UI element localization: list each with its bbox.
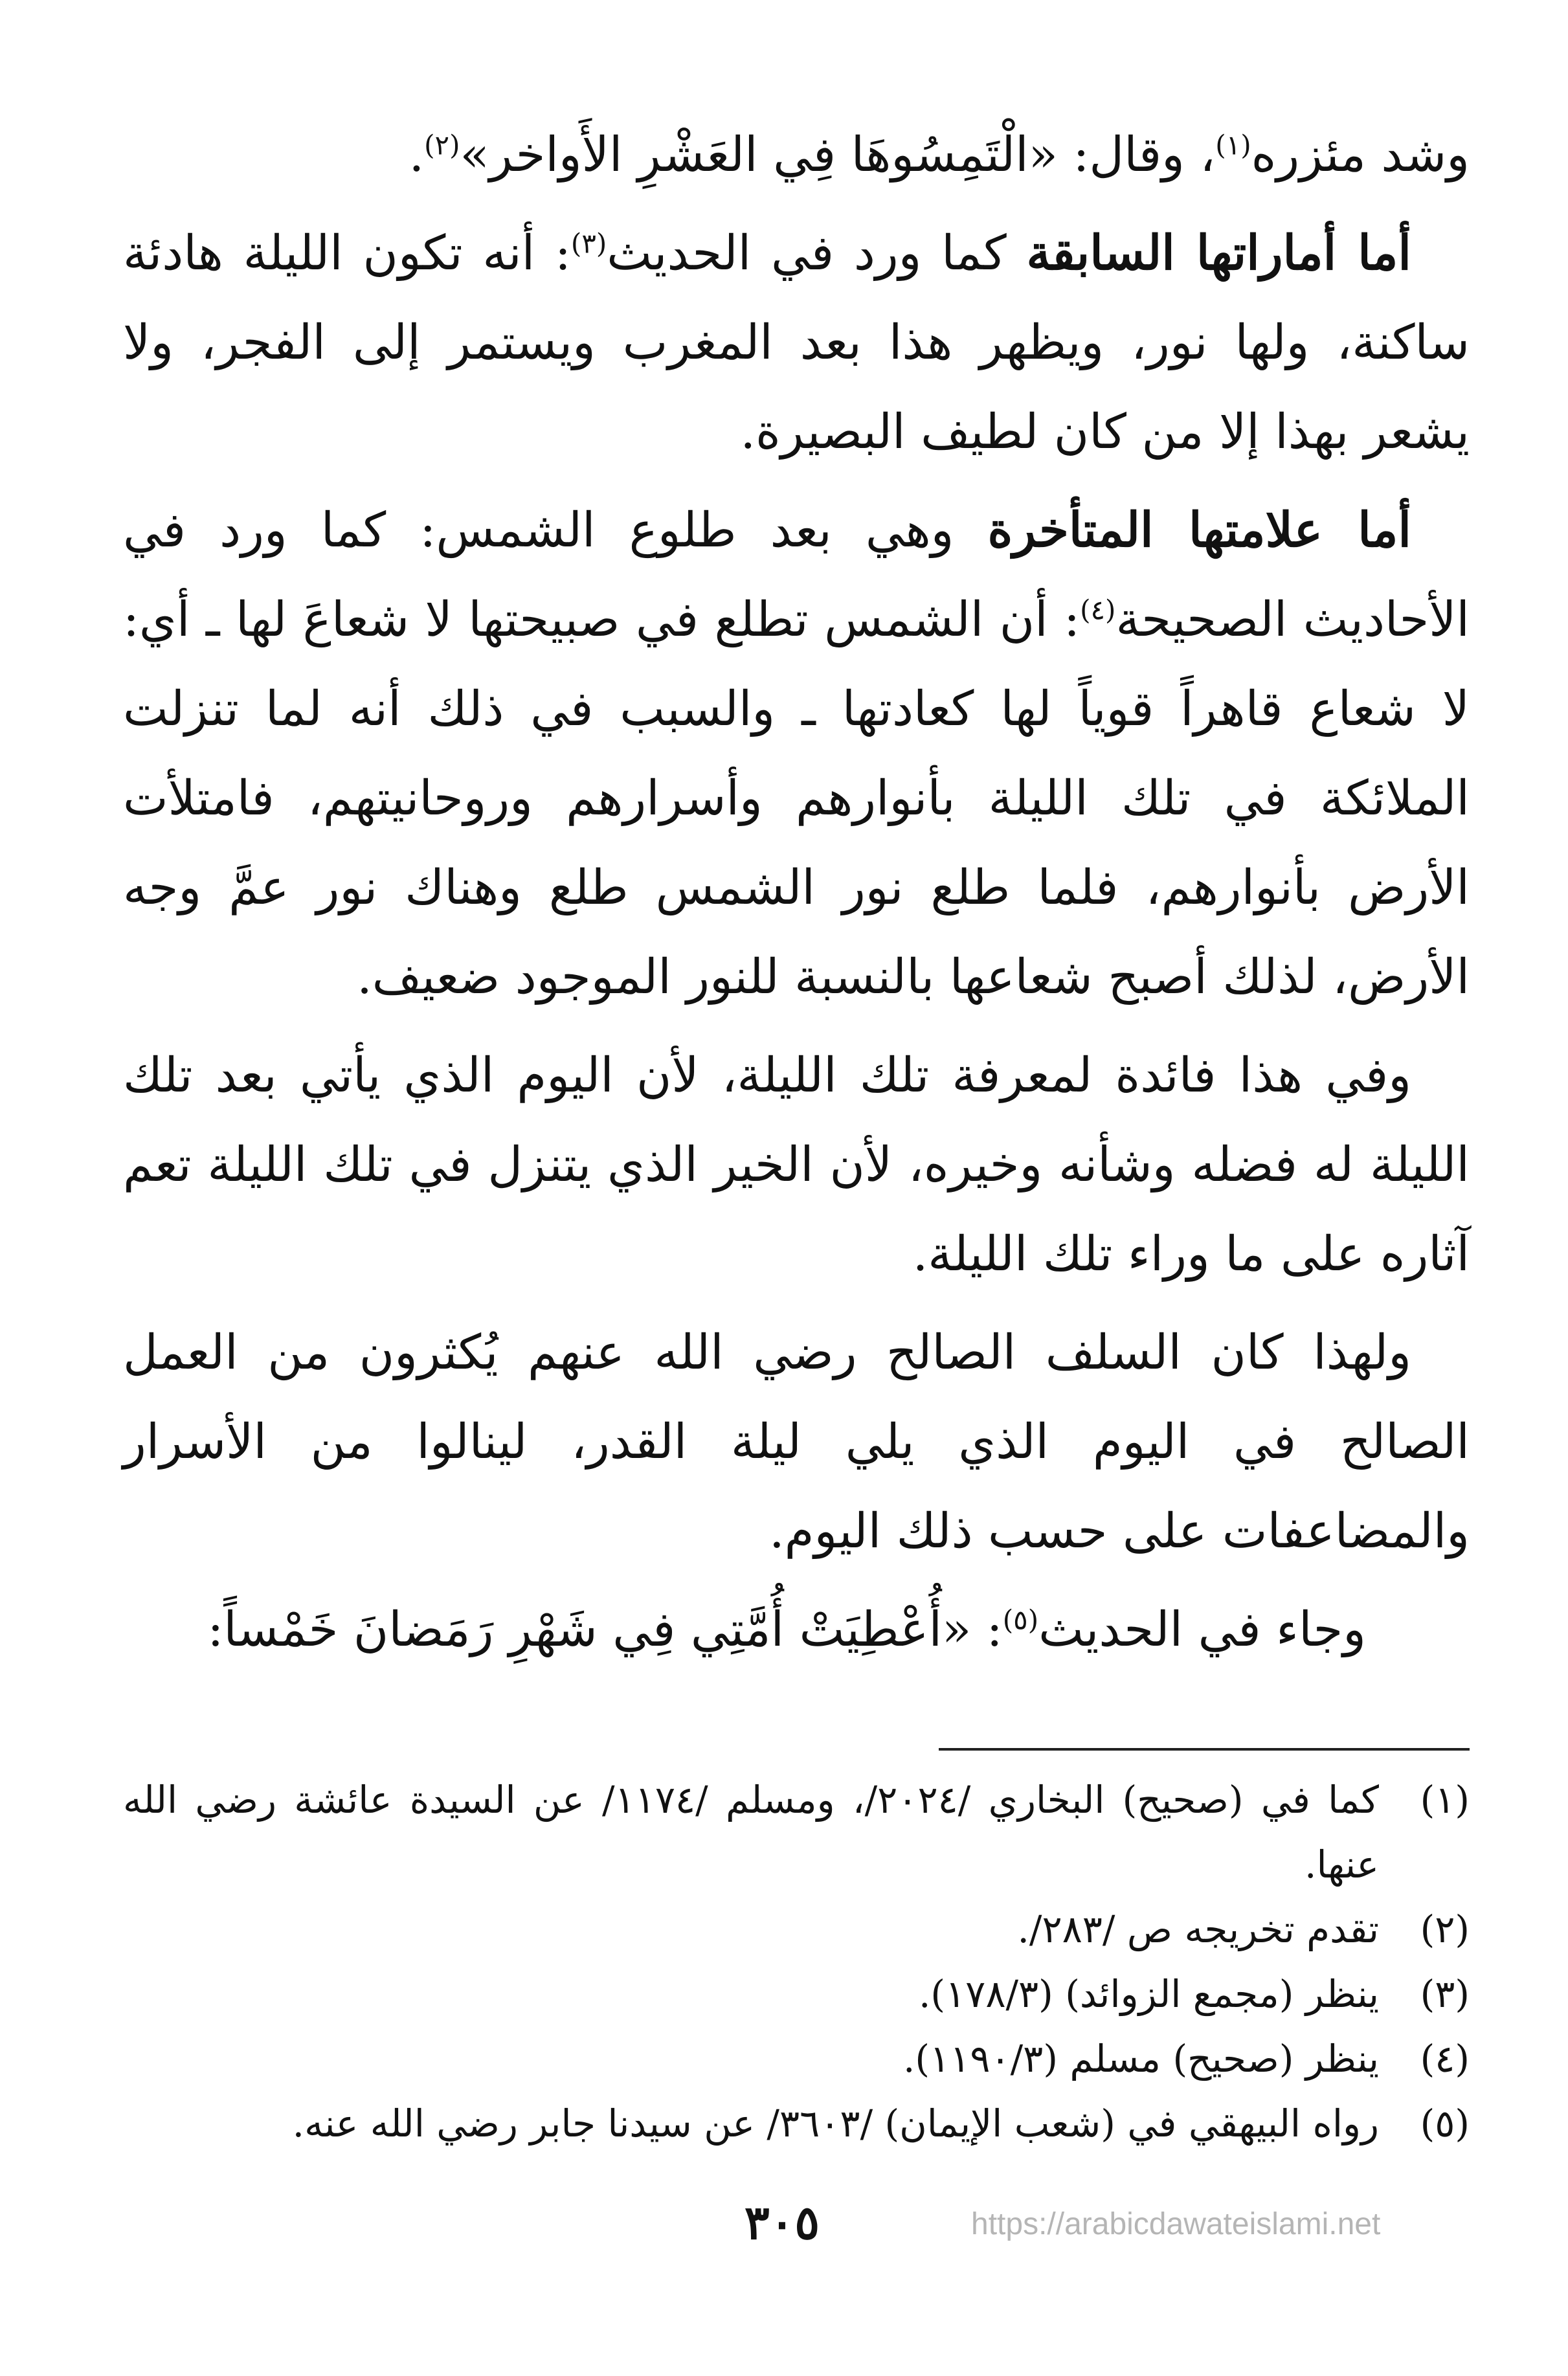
footnote-text: كما في (صحيح) البخاري /٢٠٢٤/، ومسلم /١١٧٤/ عن السيدة عائشة رضي الله عنها. bbox=[123, 1778, 1379, 1887]
paragraph-3 bbox=[123, 486, 1470, 1022]
paragraph-1 bbox=[123, 110, 1470, 199]
footnote-text: رواه البيهقي في (شعب الإيمان) /٣٦٠٣/ عن سيدنا جابر رضي الله عنه. bbox=[292, 2101, 1379, 2146]
footnote-number: (٥) bbox=[1420, 2101, 1470, 2146]
footnote-number: (٢) bbox=[1420, 1907, 1470, 1951]
p1-text-start: وشد مئزره bbox=[1251, 127, 1470, 183]
footnote-ref-4[interactable]: (٤) bbox=[1080, 594, 1116, 626]
footnote-text: تقدم تخريجه ص /٢٨٣/. bbox=[1017, 1907, 1379, 1951]
footnote-2 bbox=[123, 1897, 1470, 1962]
paragraph-4: وفي هذا فائدة لمعرفة تلك الليلة، لأن اليوم الذي يأتي بعد تلك الليلة له فضله وشأنه وخيره، لأن الخير الذي يتنزل في تلك الليلة تعم آثاره على ما وراء تلك الليلة. bbox=[123, 1048, 1470, 1282]
footnote-number: (٣) bbox=[1420, 1972, 1470, 2016]
footnote-separator bbox=[939, 1748, 1470, 1751]
footnote-ref-3[interactable]: (٣) bbox=[570, 227, 607, 260]
footnote-ref-5[interactable]: (٥) bbox=[1002, 1604, 1039, 1636]
p6-text-start: وجاء في الحديث bbox=[1038, 1602, 1366, 1657]
p6-quote: : «أُعْطِيَتْ أُمَّتِي فِي شَهْرِ رَمَضانَ خَمْساً: bbox=[207, 1602, 1003, 1657]
footnote-ref-1[interactable]: (١) bbox=[1215, 129, 1251, 161]
p2-text-middle: كما ورد في الحديث bbox=[607, 225, 1027, 281]
p3-heading: أما علامتها المتأخرة bbox=[987, 502, 1411, 558]
page-number: ٣٠٥ bbox=[745, 2195, 820, 2250]
paragraph-2 bbox=[123, 208, 1470, 476]
footnote-1 bbox=[123, 1767, 1470, 1897]
footnote-5 bbox=[123, 2091, 1470, 2156]
footnote-4 bbox=[123, 2026, 1470, 2091]
p1-end: . bbox=[409, 127, 425, 183]
page-footer bbox=[123, 2195, 1470, 2272]
p2-text-rest: : أنه تكون الليلة هادئة ساكنة، ولها نور، ويظهر هذا بعد المغرب ويستمر إلى الفجر، ولا يشعر بهذا إلا من كان لطيف البصيرة. bbox=[123, 225, 1470, 460]
paragraph-6 bbox=[123, 1585, 1470, 1674]
p1-quote: ، وقال: «الْتَمِسُوهَا فِي العَشْرِ الأَواخر» bbox=[460, 127, 1216, 183]
p3-text-rest: : أن الشمس تطلع في صبيحتها لا شعاعَ لها ـ أي: لا شعاع قاهراً قوياً لها كعادتها ـ والسبب في ذلك أنه لما تنزلت الملائكة في تلك الليلة بأنوارهم وأسرارهم وروحانيتهم، فامتلأت الأرض بأنوارهم، فلما طلع نور الشمس طلع وهناك نور عمَّ وجه الأرض، لذلك أصبح شعاعها بالنسبة للنور الموجود ضعيف. bbox=[123, 592, 1470, 1005]
p2-heading: أما أماراتها السابقة bbox=[1026, 225, 1411, 281]
footnote-text: ينظر (صحيح) مسلم (١١٩٠/٣). bbox=[902, 2037, 1379, 2081]
body-text bbox=[123, 110, 1470, 1674]
footnote-text: ينظر (مجمع الزوائد) (١٧٨/٣). bbox=[918, 1972, 1379, 2016]
footnote-3 bbox=[123, 1962, 1470, 2026]
page bbox=[123, 110, 1470, 2247]
footnote-ref-2[interactable]: (٢) bbox=[424, 129, 460, 161]
paragraph-5: ولهذا كان السلف الصالح رضي الله عنهم يُكثرون من العمل الصالح في اليوم الذي يلي ليلة القدر، لينالوا من الأسرار والمضاعفات على حسب ذلك اليوم. bbox=[123, 1325, 1470, 1559]
p3-text-middle: وهي بعد طلوع الشمس: كما ورد في الأحاديث الصحيحة bbox=[123, 502, 1470, 647]
footnotes bbox=[123, 1767, 1470, 2156]
footnote-number: (٤) bbox=[1420, 2037, 1470, 2081]
watermark-url: https://arabicdawateislami.net bbox=[971, 2207, 1381, 2241]
footnote-number: (١) bbox=[1420, 1778, 1470, 1822]
